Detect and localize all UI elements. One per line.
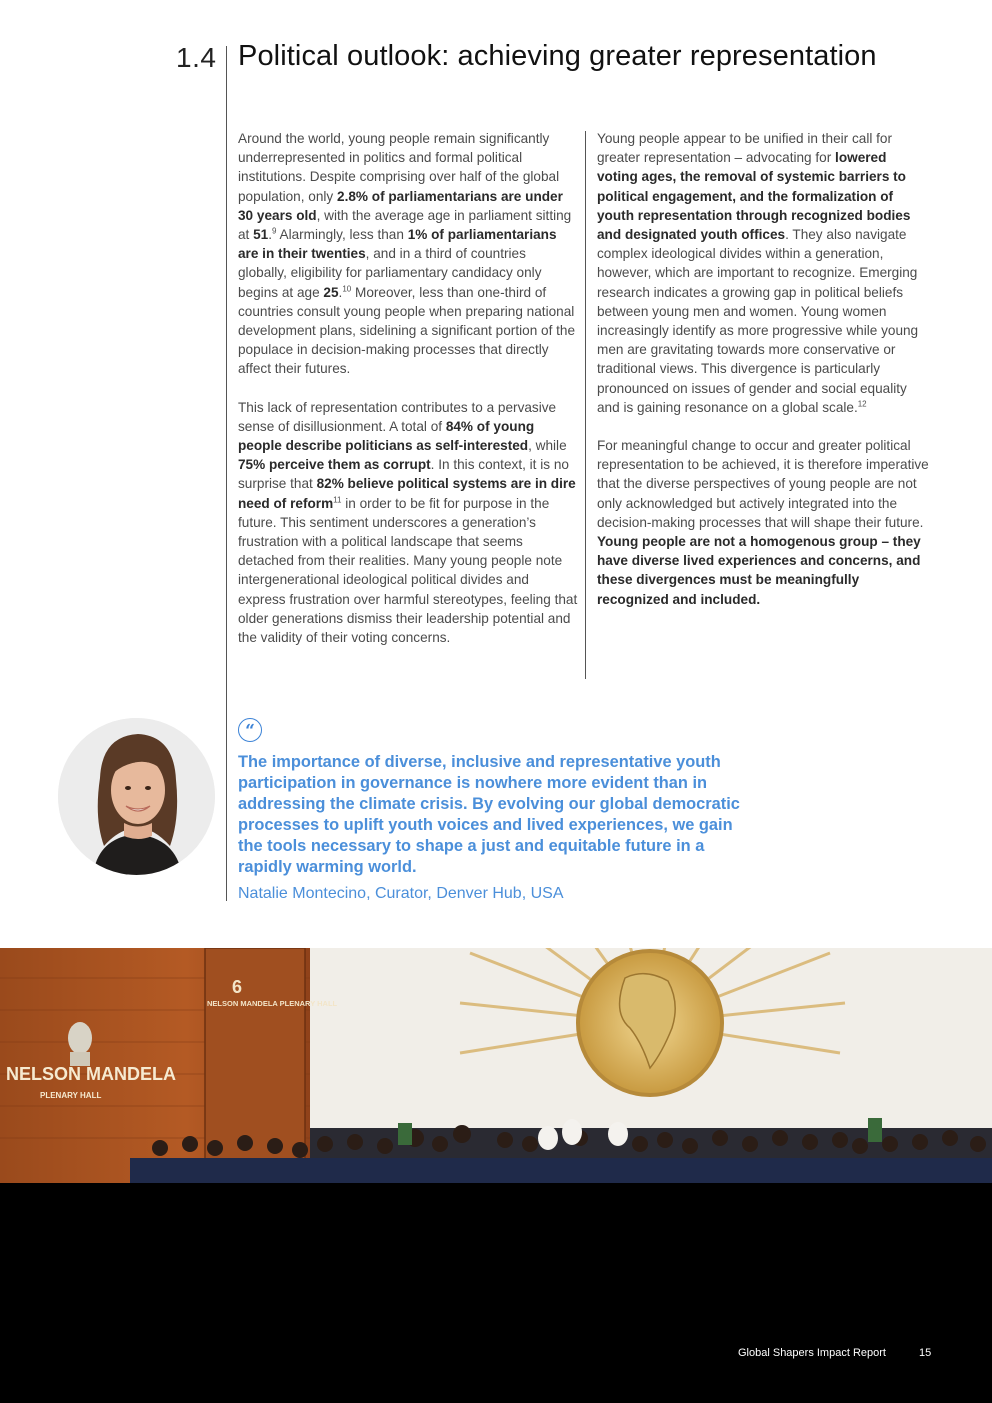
body-paragraph: Around the world, young people remain significantly underrepresented in politics and formal political institutions. Despite comprising over half of the global population, only 2.8% of parliamentarians are under 30 years old, with the average age in parliament sitting at 51.$^9$ Alarmingly, less than 1% of parliamentarians are in their twenties, and in a third of countries globally, eligibility for parliamentary candidacy only begins at age 25.10 Moreover, less than one-third of countries consult young people when preparing national development plans, sidelining a significant portion of the populace in decision-making processes that directly affect their futures. bbox=[238, 131, 576, 377]
hall-sign: NELSON MANDELA bbox=[6, 1064, 176, 1084]
body-paragraph: Young people appear to be unified in their call for greater representation – advocating for lowered voting ages, the removal of systemic barriers to political engagement, and the formalization of youth representation through recognized bodies and designated youth offices. They also navigate complex ideological divides within a generation, however, which are important to recognize. Emerging research indicates a growing gap in political beliefs between young men and women. Young women increasingly identify as more progressive while young men are gravitating towards more conservative or traditional views. This divergence is particularly pronounced on issues of gender and social equality and is gaining resonance on a global scale.$^{12}$ bbox=[597, 131, 919, 415]
assembly-photo-illustration bbox=[0, 948, 992, 1183]
body-column-right bbox=[597, 129, 929, 628]
footer-band bbox=[0, 1183, 992, 1403]
hall-sign-subtitle: PLENARY HALL bbox=[40, 1091, 102, 1100]
body-paragraph: This lack of representation contributes to a pervasive sense of disillusionment. A total of 84% of young people describe politicians as self-interested, while 75% perceive them as corrupt. In this context, it is no surprise that 82% believe political systems are in dire need of reform$^{11}$ in order to be fit for purpose in the future. This sentiment underscores a generation’s frustration with a political landscape that seems detached from their realities. Many young people note intergenerational ideological political divides and express frustration over harmful stereotypes, feeling that older generations dismiss their leadership potential and the validity of their voting concerns. bbox=[238, 399, 578, 646]
section-vertical-rule bbox=[226, 46, 227, 901]
quote-attribution: Natalie Montecino, Curator, Denver Hub, USA bbox=[238, 885, 564, 902]
page-number: 15 bbox=[919, 1347, 932, 1359]
body-paragraph: For meaningful change to occur and greater political representation to be achieved, it is therefore imperative that the diverse perspectives of young people are not only acknowledged but actively integrated into the decision-making processes that will shape their future. Young people are not a homogenous group – they have diverse lived experiences and concerns, and these divergences must be meaningfully recognized and included. bbox=[597, 438, 929, 607]
body-column-left bbox=[238, 129, 578, 666]
column-divider bbox=[585, 131, 586, 679]
assembly-photo bbox=[0, 948, 992, 1183]
door-sign: NELSON MANDELA PLENARY HALL bbox=[207, 999, 338, 1008]
author-portrait bbox=[58, 718, 215, 875]
section-number: 1.4 bbox=[176, 42, 217, 73]
portrait-illustration bbox=[58, 718, 215, 875]
quote-mark-icon: “ bbox=[238, 718, 262, 742]
footer-report-title: Global Shapers Impact Report bbox=[738, 1347, 886, 1359]
pull-quote: The importance of diverse, inclusive and representative youth participation in governance is nowhere more evident than in addressing the climate crisis. By evolving our global democratic processes to uplift youth voices and lived experiences, we gain the tools necessary to shape a just and equitable future in a rapidly warming world. bbox=[238, 753, 740, 876]
page-title: Political outlook: achieving greater representation bbox=[238, 40, 877, 72]
door-number: 6 bbox=[232, 977, 243, 997]
